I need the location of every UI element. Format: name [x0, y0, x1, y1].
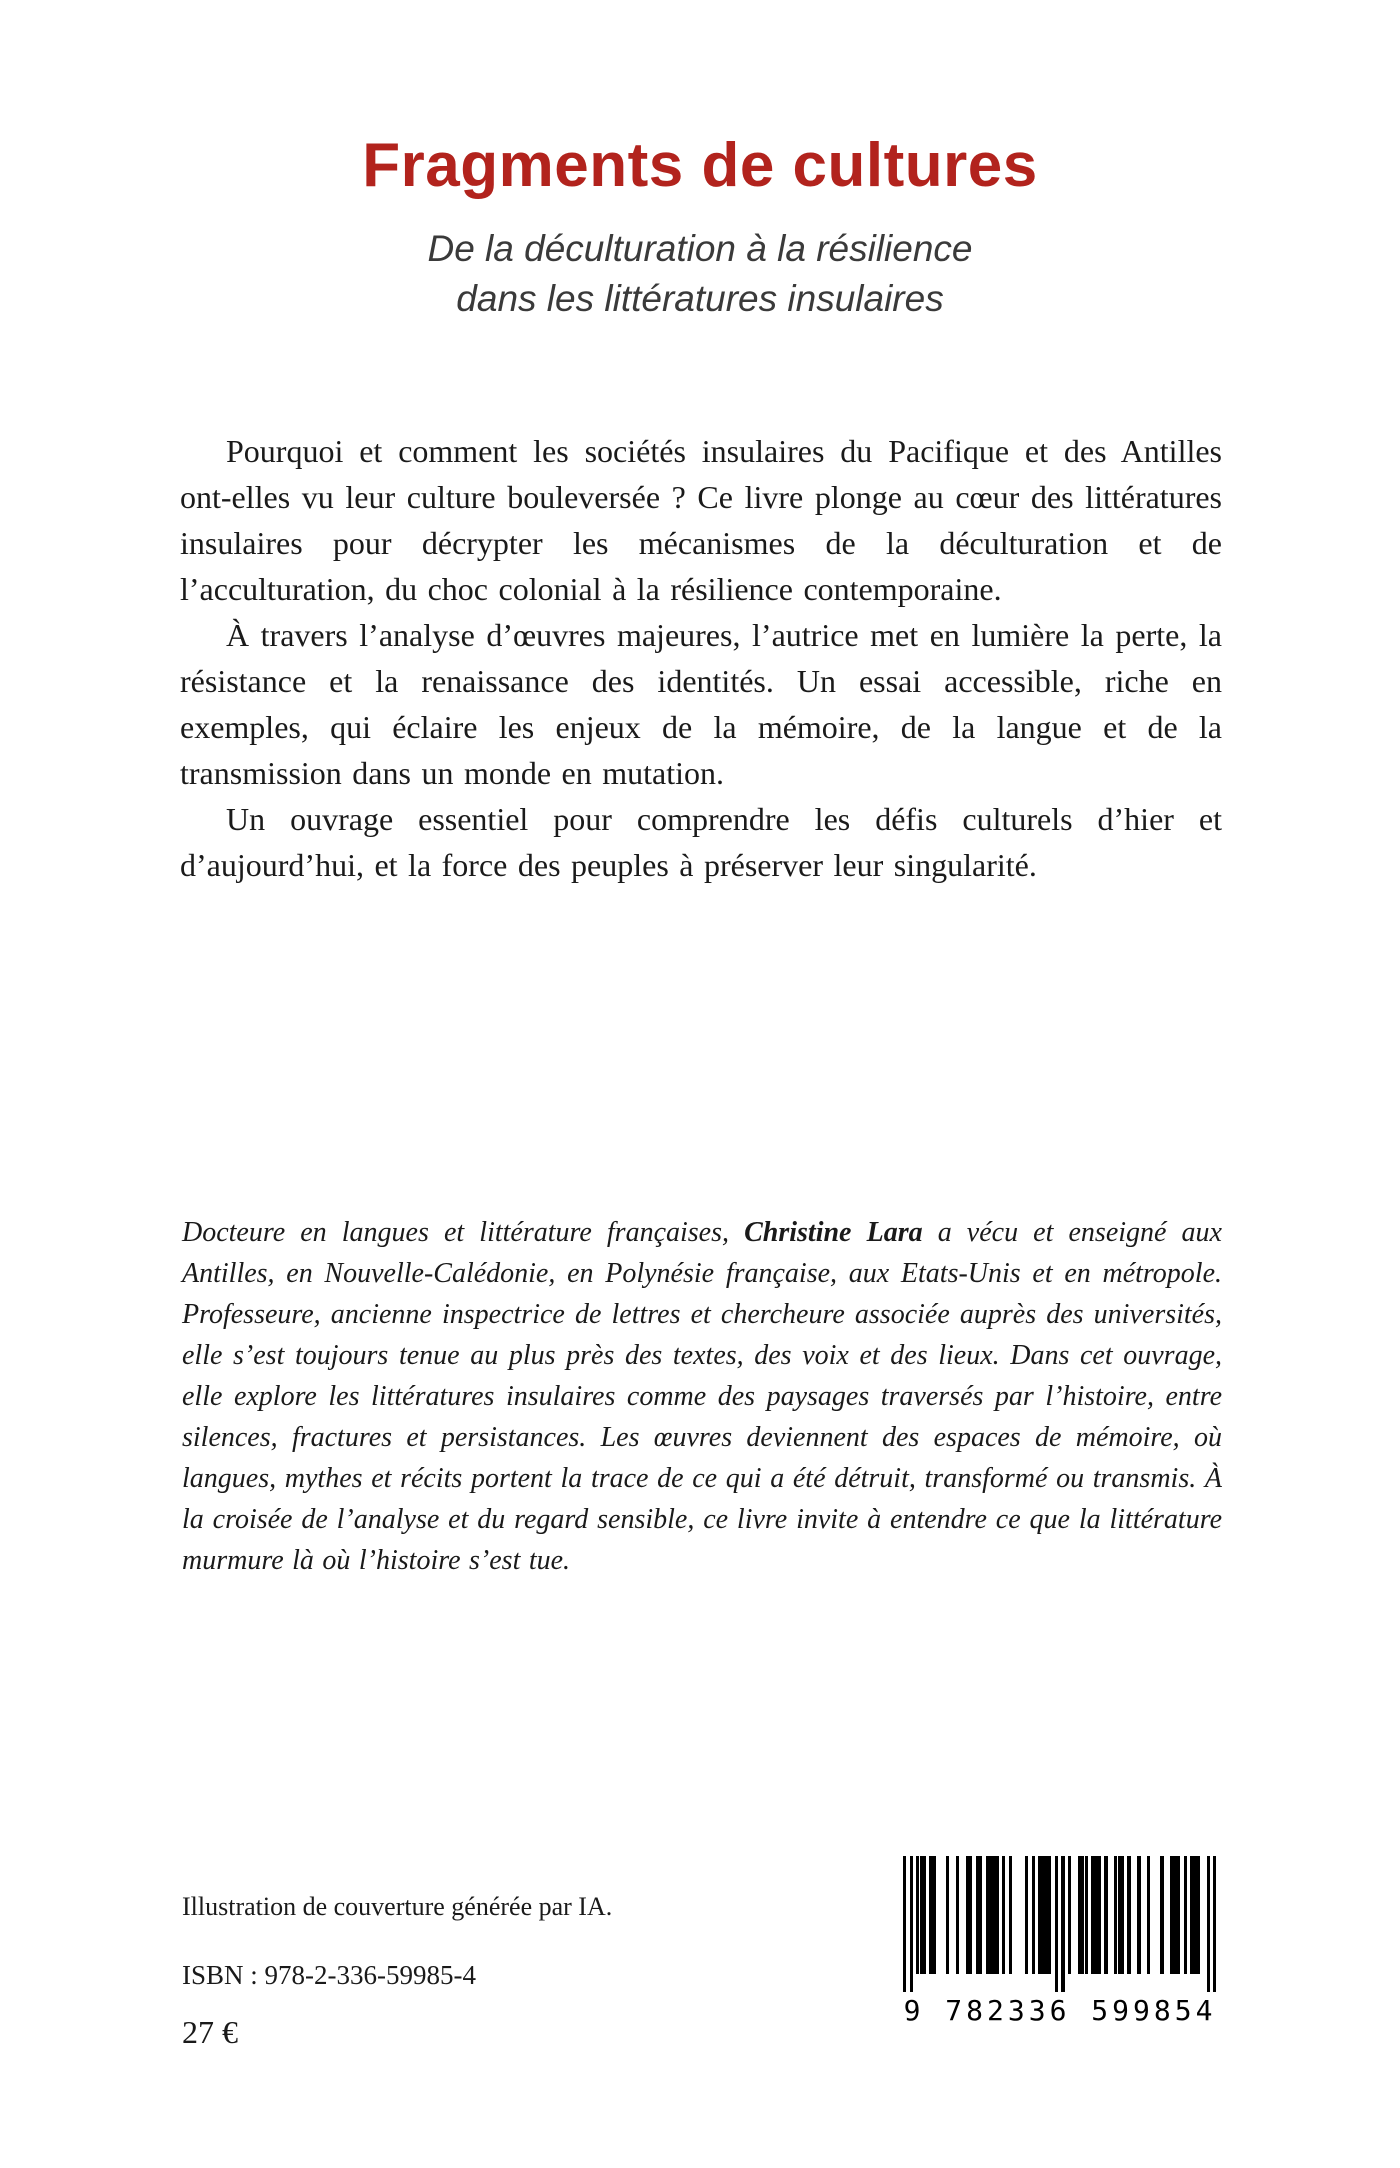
author-bio — [182, 1212, 1222, 1581]
barcode-bar — [1009, 1856, 1012, 1974]
author-name: Christine Lara — [744, 1217, 923, 1248]
barcode-bar — [1137, 1856, 1140, 1974]
barcode-bar — [1177, 1856, 1180, 1974]
synopsis-paragraph-3: Un ouvrage essentiel pour comprendre les défis culturels d’hier et d’aujourd’hui, et la force des peuples à préserver leur singularité. — [180, 801, 1222, 883]
barcode-bar — [1085, 1856, 1088, 1974]
barcode-bar — [1104, 1856, 1107, 1974]
barcode-bar — [1098, 1856, 1101, 1974]
barcode-bar — [956, 1856, 959, 1974]
barcode-bar — [1048, 1856, 1051, 1974]
barcode-bar — [969, 1856, 972, 1974]
synopsis — [180, 428, 1222, 888]
barcode-bars — [903, 1856, 1217, 1992]
barcode-digits: 9 782336 599854 — [903, 1994, 1217, 2027]
barcode-bar — [1032, 1856, 1035, 1974]
barcode-bar — [933, 1856, 936, 1974]
barcode-bar — [995, 1856, 998, 1974]
barcode-bar — [903, 1856, 906, 1992]
barcode-bar — [1207, 1856, 1210, 1992]
barcode — [903, 1856, 1219, 2027]
book-subtitle — [0, 224, 1400, 324]
barcode-bar — [1121, 1856, 1124, 1974]
barcode-bar — [1213, 1856, 1216, 1992]
barcode-bar — [1055, 1856, 1058, 1992]
barcode-bar — [1061, 1856, 1064, 1992]
barcode-bar — [1002, 1856, 1005, 1974]
book-subtitle-line-1: De la déculturation à la résilience — [427, 228, 973, 269]
synopsis-paragraph-1: Pourquoi et comment les sociétés insulaires du Pacifique et des Antilles ont-elles vu leur culture bouleversée ? Ce livre plonge au cœur des littératures insulaires pour décrypter les mécanismes de la déculturation et de l’acculturation, du choc colonial à la résilience contemporaine. — [180, 433, 1222, 607]
synopsis-paragraph-2: À travers l’analyse d’œuvres majeures, l’autrice met en lumière la perte, la résistance et la renaissance des identités. Un essai accessible, riche en exemples, qui éclaire les enjeux de la mémoire, de la langue et de la transmission dans un monde en mutation. — [180, 617, 1222, 791]
isbn: ISBN : 978-2-336-59985-4 — [182, 1960, 476, 1990]
barcode-bar — [910, 1856, 913, 1992]
barcode-bar — [1147, 1856, 1150, 1974]
author-bio-lead: Docteure en langues et littérature françaises, — [182, 1217, 745, 1248]
book-title: Fragments de cultures — [362, 131, 1038, 200]
barcode-bar — [1197, 1856, 1200, 1974]
book-subtitle-line-2: dans les littératures insulaires — [456, 278, 944, 319]
barcode-bar — [946, 1856, 949, 1974]
barcode-bar — [1184, 1856, 1187, 1974]
barcode-bar — [1025, 1856, 1028, 1974]
author-bio-rest: a vécu et enseigné aux Antilles, en Nouvelle-Calédonie, en Polynésie française, aux Etats-Unis et en métropole. Professeure, ancienne inspectrice de lettres et chercheure associée auprès des universités, elle s’est toujours tenue au plus près des textes, des voix et des lieux. Dans cet ouvrage, elle explore les littératures insulaires comme des paysages traversés par l’histoire, entre silences, fractures et persistances. Les œuvres deviennent des espaces de mémoire, où langues, mythes et récits portent la trace de ce qui a été détruit, transformé ou transmis. À la croisée de l’analyse et du regard sensible, ce livre invite à entendre ce que la littérature murmure là où l’histoire s’est tue. — [182, 1217, 1222, 1576]
cover-credit: Illustration de couverture générée par IA. — [182, 1892, 613, 1921]
price: 27 € — [182, 2014, 238, 2050]
barcode-bar — [1068, 1856, 1071, 1974]
barcode-bar — [1127, 1856, 1130, 1974]
barcode-bar — [1160, 1856, 1163, 1974]
barcode-bar — [923, 1856, 926, 1974]
barcode-bar — [979, 1856, 982, 1974]
